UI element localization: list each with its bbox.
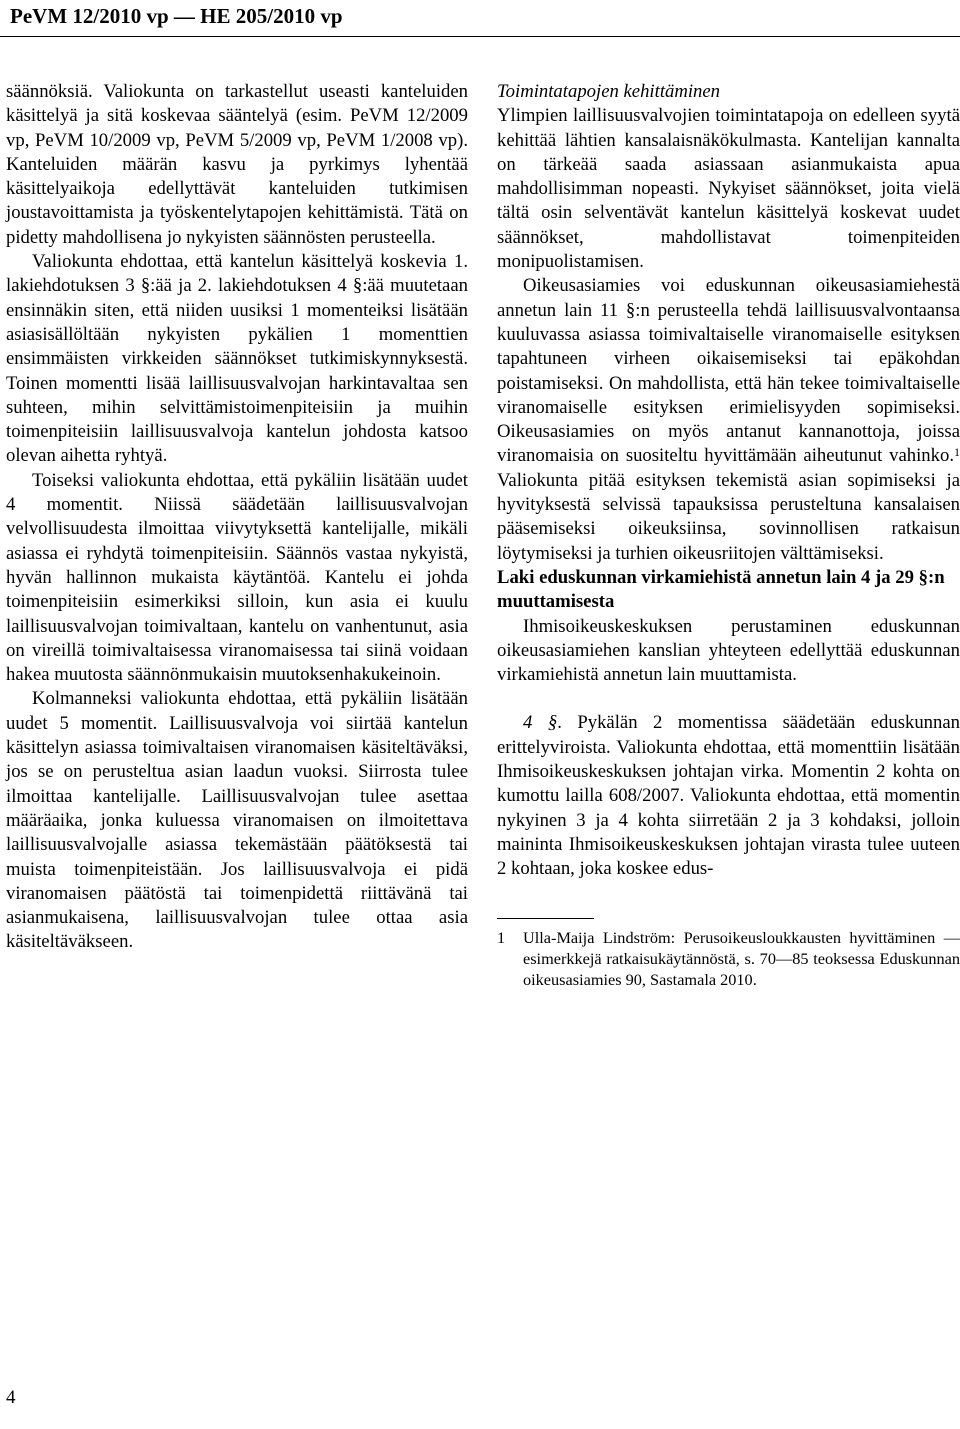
left-paragraph-4: Kolmanneksi valiokunta ehdottaa, että pykäliin lisätään uudet 5 momentit. Laillisuusvalvoja voi siirtää kantelun käsittelyn asiassa toimivaltaisen viranomaisen käsiteltäväksi, jos se on perusteltua asian laadun vuoksi. Siirrosta tulee ilmoittaa kantelijalle. Laillisuusvalvojan tulee asettaa määräaika, jonka kuluessa viranomaisen on ilmoitettava laillisuusvalvojalle asiassa tekemästään päätöksestä tai muista toimenpiteistään. Jos laillisuusvalvoja ei pidä viranomaisen päätöstä tai toimenpidettä riittävänä tai asianmukaisena, laillisuusvalvojan tulee ottaa asia käsiteltäväkseen. <box>6 688 468 953</box>
left-column <box>6 80 468 955</box>
left-paragraph-3: Toiseksi valiokunta ehdottaa, että pykäliin lisätään uudet 4 momentit. Niissä säädetään laillisuusvalvojan velvollisuudesta ilmoittaa viivytyksettä kantelijalle, mikäli asiassa ei ryhdytä toimenpiteisiin. Säännös vastaa nykyistä, hyvän hallinnon mukaista käytäntöä. Kantelu ei johda toimenpiteisiin esimerkiksi silloin, kun asia ei kuulu laillisuusvalvojan toimivaltaan, kantelu on vanhentunut, asia on vireillä toimivaltaisessa viranomaisessa tai siinä voidaan hakea muutosta säännönmukaisin muutoksenhakukeinoin. <box>6 469 468 686</box>
right-paragraph-2-text-a: Oikeusasiamies voi eduskunnan oikeusasiamiehestä annetun lain 11 §:n perusteella tehdä laillisuusvalvontaansa kuuluvassa asiassa toimivaltaiselle viranomaiselle esityksen tapahtuneen virheen oikaisemiseksi tai epäkohdan poistamiseksi. On mahdollista, että hän tekee toimivaltaiselle viranomaiselle esityksen erimielisyyden sopimiseksi. Oikeusasiamies on myös antanut kannanottoja, joissa viranomaisia on suositeltu hyvittämään aiheutunut vahinko. <box>497 275 960 467</box>
footnote-reference[interactable]: 1 <box>954 445 960 460</box>
running-header: PeVM 12/2010 vp — HE 205/2010 vp <box>10 4 343 28</box>
left-paragraph-2: Valiokunta ehdottaa, että kantelun käsittelyä koskevia 1. lakiehdotuksen 3 §:ää ja 2. lakiehdotuksen 4 §:ää muutetaan ensinnäkin siten, että niiden uusiksi 1 momenteiksi lisätään asiasisällöltään nykyisten pykälien 1 momenttien ensimmäisten virkkeiden säännökset tutkimiskynnyksestä. Toinen momentti lisää laillisuusvalvojan harkintavaltaa sen suhteen, mihin selvittämistoimenpiteisiin ja muihin toimenpiteisiin laillisuusvalvoja kantelun johdosta katsoo olevan aihetta ryhtyä. <box>6 251 468 467</box>
right-paragraph-3: Ihmisoikeuskeskuksen perustaminen eduskunnan oikeusasiamiehen kanslian yhteyteen edellyttää eduskunnan virkamiehistä annetun lain muuttamista. <box>497 615 960 686</box>
paragraph-gap <box>497 687 960 711</box>
right-paragraph-2-text-b: Valiokunta pitää esityksen tekemistä asian sopimiseksi ja hyvityksestä selvissä tapauksissa perusteltuna kansalaisen pääsemiseksi oikeuksiinsa, sovinnollisen ratkaisun löytymiseksi ja turhien oikeusriitojen välttämiseksi. <box>497 469 960 564</box>
footnote-rule <box>497 918 594 919</box>
header-rule <box>0 36 960 37</box>
right-paragraph-1: Ylimpien laillisuusvalvojien toimintatapoja on edelleen syytä kehittää lähtien kansalaisnäkökulmasta. Kantelijan kannalta on tärkeää saada asiassaan asianmukaista apua mahdollisimman nopeasti. Nykyiset säännökset, joita vielä tältä osin selventävät kantelun käsittelyä koskevat uudet säännökset, mahdollistavat toimenpiteiden monipuolistamisen. <box>497 105 960 273</box>
section-subheading: Toimintatapojen kehittäminen <box>497 81 721 102</box>
right-paragraph-2 <box>497 274 960 566</box>
footnote <box>497 927 960 990</box>
left-paragraph-1: säännöksiä. Valiokunta on tarkastellut useasti kanteluiden käsittelyä ja sitä koskevaa sääntelyä (esim. PeVM 12/2009 vp, PeVM 10/2009 vp, PeVM 5/2009 vp, PeVM 1/2008 vp). Kanteluiden määrän kasvu ja pyrkimys lyhentää käsittelyaikoja edellyttävät kanteluiden tutkimisen joustavoittamista ja työskentelytapojen kehittämistä. Tätä on pidetty mahdollisena jo nykyisten säännösten perusteella. <box>6 81 468 248</box>
footnote-number: 1 <box>497 927 506 947</box>
law-title: Laki eduskunnan virkamiehistä annetun lain 4 ja 29 §:n muuttamisesta <box>497 566 945 613</box>
section-label: 4 § <box>523 712 558 734</box>
right-paragraph-4 <box>497 711 960 881</box>
right-column <box>497 80 960 990</box>
footnote-text: Ulla-Maija Lindström: Perusoikeusloukkausten hyvittäminen — esimerkkejä ratkaisukäytännöstä, s. 70—85 teoksessa Eduskunnan oikeusasiamies 90, Sastamala 2010. <box>523 927 960 989</box>
right-paragraph-4-text: . Pykälän 2 momentissa säädetään eduskunnan erittelyviroista. Valiokunta ehdottaa, että momenttiin lisätään Ihmisoikeuskeskuksen johtajan virka. Momentin 2 kohta on kumottu lailla 608/2007. Valiokunta ehdottaa, että momentin nykyinen 3 ja 4 kohta siirretään 2 ja 3 kohdaksi, jolloin maininta Ihmisoikeuskeskuksen johtajan virasta tulee uuteen 2 kohtaan, joka koskee edus- <box>497 712 960 880</box>
page-number: 4 <box>6 1387 16 1408</box>
